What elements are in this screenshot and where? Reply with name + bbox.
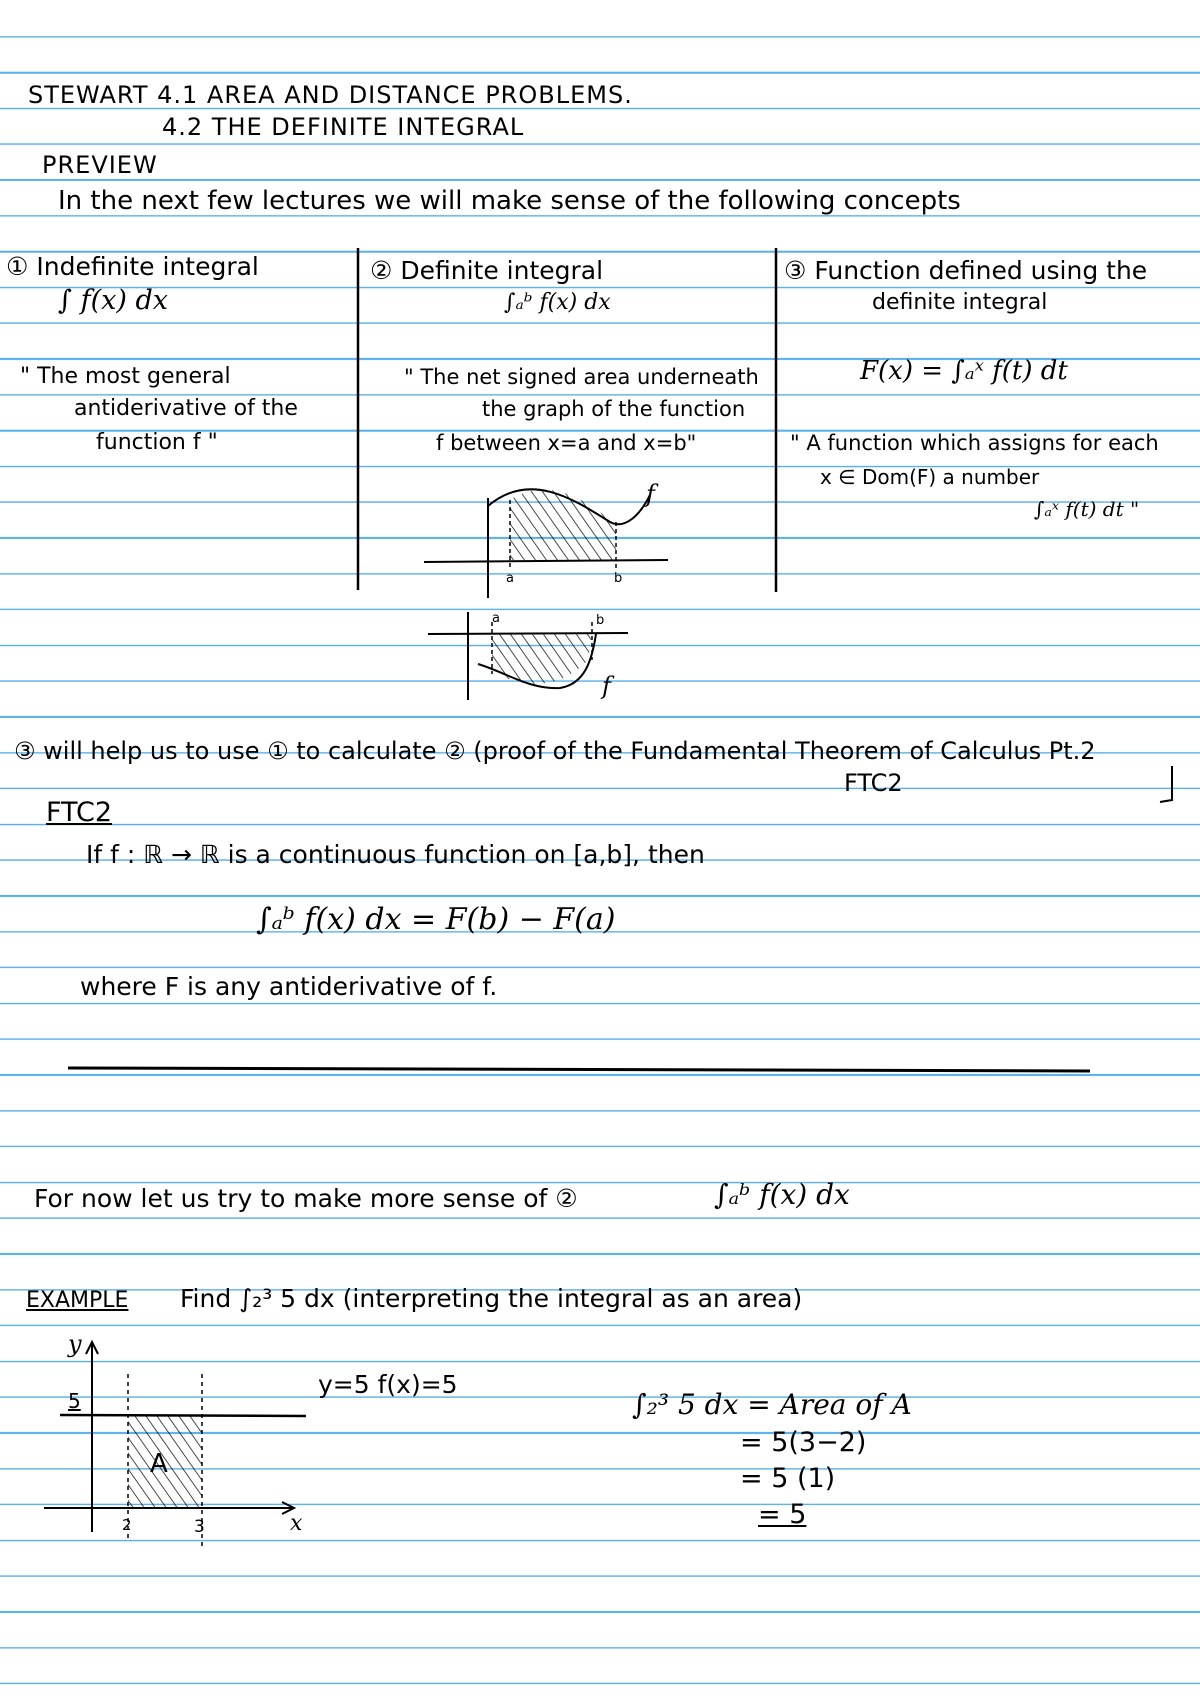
graph-label-b-upper: b bbox=[614, 571, 623, 586]
preview-heading: PREVIEW bbox=[42, 151, 158, 179]
concept-3-title: ③ Function defined using the bbox=[784, 256, 1148, 285]
header-line-1: STEWART 4.1 AREA AND DISTANCE PROBLEMS. bbox=[28, 81, 633, 109]
concept-2-formula: ∫ₐᵇ f(x) dx bbox=[504, 290, 611, 315]
ftc-where: where F is any antiderivative of f. bbox=[80, 972, 498, 1001]
concept-1-desc-2: antiderivative of the bbox=[74, 396, 298, 421]
concept-1-formula: ∫ f(x) dx bbox=[58, 285, 169, 316]
concept-1-desc-1: " The most general bbox=[20, 364, 231, 389]
axis-label-x: x bbox=[290, 1511, 303, 1536]
sense-integral: ∫ₐᵇ f(x) dx bbox=[714, 1178, 850, 1211]
concept-1-title: ① Indefinite integral bbox=[6, 252, 259, 281]
graph-label-f-lower: f bbox=[602, 672, 611, 700]
ftc-statement: If f : ℝ → ℝ is a continuous function on [a,b], then bbox=[86, 840, 705, 869]
graph-label-b-lower: b bbox=[596, 613, 605, 628]
tick-label-3: 3 bbox=[194, 1517, 205, 1537]
concept-2-desc-2: the graph of the function bbox=[482, 397, 746, 421]
graph-label-f-upper: f bbox=[646, 480, 655, 508]
concept-2-desc-1: " The net signed area underneath bbox=[404, 365, 759, 389]
preview-intro: In the next few lectures we will make sense of the following concepts bbox=[58, 186, 961, 216]
example-work-2: = 5(3−2) bbox=[740, 1427, 867, 1458]
example-work-1: ∫₂³ 5 dx = Area of A bbox=[632, 1388, 912, 1421]
ftc-heading: FTC2 bbox=[46, 797, 112, 828]
tick-label-2: 2 bbox=[122, 1516, 132, 1534]
example-work-4: = 5 bbox=[758, 1499, 807, 1530]
axis-label-y: y bbox=[68, 1330, 82, 1358]
concept-2-title: ② Definite integral bbox=[370, 256, 604, 285]
tick-label-5: 5 bbox=[68, 1389, 81, 1413]
concept-1-desc-3: function f " bbox=[96, 430, 218, 455]
sense-line: For now let us try to make more sense of ② bbox=[34, 1184, 578, 1213]
graph-label-a-upper: a bbox=[506, 571, 514, 586]
line-y-equals-5 bbox=[60, 1415, 306, 1416]
concept-3-desc-2: x ∈ Dom(F) a number bbox=[820, 465, 1040, 489]
concept-3-title-2: definite integral bbox=[872, 290, 1048, 315]
concept-3-desc-3: ∫ₐˣ f(t) dt " bbox=[1034, 497, 1140, 521]
ftc-intro-line: ③ will help us to use ① to calculate ② (proof of the Fundamental Theorem of Calculus Pt.2 bbox=[14, 737, 1096, 765]
concept-3-formula: F(x) = ∫ₐˣ f(t) dt bbox=[860, 356, 1068, 386]
region-label-a: A bbox=[150, 1449, 168, 1479]
ftc-abbr: FTC2 bbox=[844, 769, 903, 797]
example-eq-labels: y=5 f(x)=5 bbox=[318, 1370, 458, 1399]
example-text: Find ∫₂³ 5 dx (interpreting the integral as an area) bbox=[180, 1284, 803, 1313]
example-work-3: = 5 (1) bbox=[740, 1463, 836, 1494]
example-label: EXAMPLE bbox=[26, 1288, 129, 1313]
concept-3-desc-1: " A function which assigns for each bbox=[790, 431, 1159, 455]
graph-label-a-lower: a bbox=[492, 611, 500, 626]
concept-2-desc-3: f between x=a and x=b" bbox=[436, 431, 697, 455]
header-line-2: 4.2 THE DEFINITE INTEGRAL bbox=[162, 113, 525, 141]
ftc-equation: ∫ₐᵇ f(x) dx = F(b) − F(a) bbox=[256, 902, 616, 937]
